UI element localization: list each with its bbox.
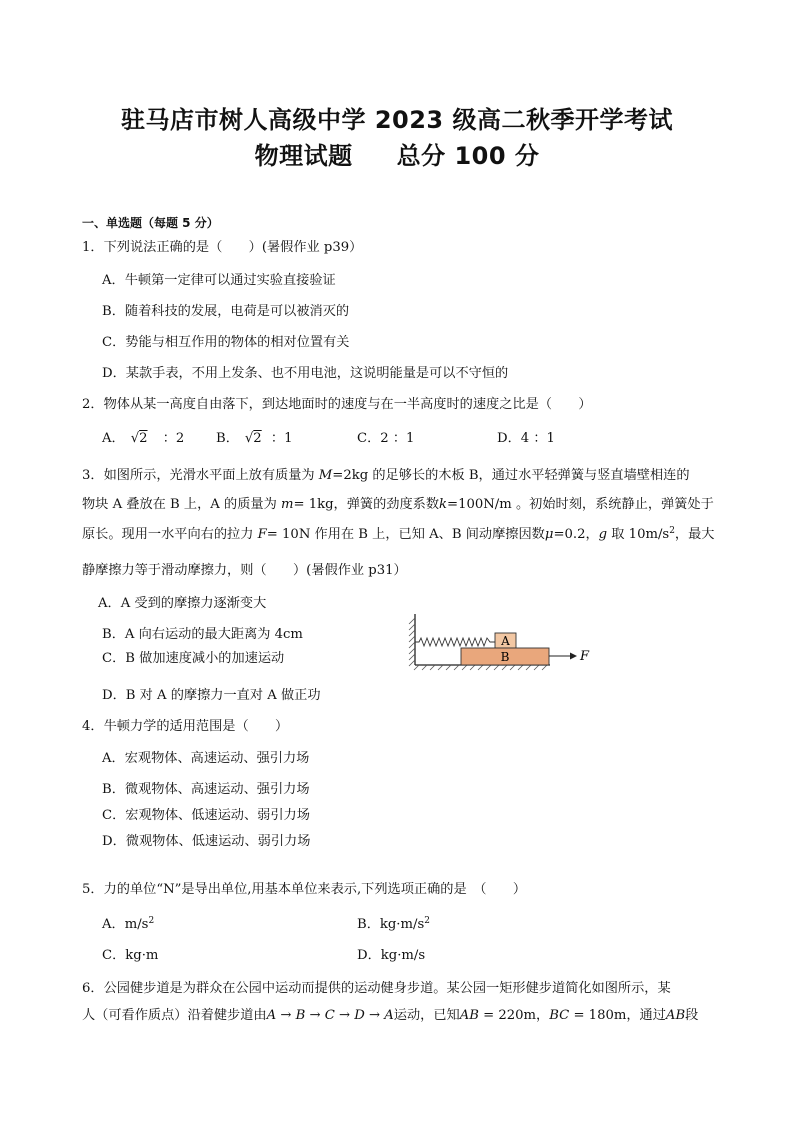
q2-option-d: D．4 ：1 [497, 431, 555, 446]
q1-stem: 1．下列说法正确的是（ ）(暑假作业 p39） [82, 240, 363, 255]
q2-option-b-label: B． [216, 431, 239, 446]
segment-ab: AB [665, 1008, 686, 1023]
superscript: 2 [424, 916, 430, 926]
text: = 180m，通过 [569, 1008, 666, 1023]
q2-option-a-label: A． [102, 431, 125, 446]
ground-hatch [414, 665, 547, 670]
text: A．m/s [102, 917, 149, 932]
text: 3．如图所示，光滑水平面上放有质量为 [82, 468, 319, 483]
subject-label: 物理试题 [254, 142, 353, 170]
path-expression: A → B → C → D → A [266, 1008, 394, 1023]
q5-option-a [102, 917, 154, 933]
q5-option-c: C．kg·m [102, 948, 159, 963]
q5-stem: 5．力的单位“N”是导出单位,用基本单位来表示,下列选项正确的是 （ ） [82, 882, 527, 897]
text: = 1kg，弹簧的劲度系数 [293, 497, 440, 512]
exam-title: 驻马店市树人高级中学 2023 级高二秋季开学考试 [120, 106, 673, 134]
q3-line-3 [82, 527, 714, 543]
sqrt-symbol: √2 [130, 431, 148, 446]
q3-option-a: A．A 受到的摩擦力逐渐变大 [98, 596, 267, 611]
superscript: 2 [148, 916, 155, 926]
wall-hatch [409, 618, 415, 666]
segment-ab: AB [459, 1008, 479, 1023]
var-f: F [257, 527, 267, 542]
text: = 220m， [478, 1008, 550, 1023]
q3-line-1 [82, 468, 690, 484]
text: 运动，已知 [393, 1008, 460, 1023]
q1-option-a: A．牛顿第一定律可以通过实验直接验证 [102, 273, 336, 288]
var-k: k [439, 497, 448, 512]
var-mu: μ [544, 527, 554, 542]
text: 段 [685, 1008, 699, 1023]
q4-stem: 4．牛顿力学的适用范围是（ ） [82, 719, 289, 734]
q5-option-b [357, 917, 430, 933]
q4-option-a: A．宏观物体、高速运动、强引力场 [102, 751, 310, 766]
q2-option-b [216, 431, 292, 447]
section-heading: 一、单选题（每题 5 分） [82, 216, 219, 230]
q1-option-d: D．某款手表，不用上发条、也不用电池，这说明能量是可以不守恒的 [102, 366, 509, 381]
text: =100N/m 。初始时刻，系统静止，弹簧处于 [447, 497, 714, 512]
sqrt-symbol: √2 [244, 431, 262, 446]
sqrt-content: 2 [253, 431, 262, 446]
text: = 10N 作用在 B 上，已知 A、B 间动摩擦因数 [266, 527, 545, 542]
q4-option-b: B．微观物体、高速运动、强引力场 [102, 782, 310, 797]
text: 取 10m/s [607, 527, 670, 542]
force-label: F [580, 649, 590, 664]
q4-option-d: D．微观物体、低速运动、弱引力场 [102, 834, 311, 849]
var-g: g [598, 527, 608, 542]
spring-block-figure [405, 612, 605, 672]
total-score: 总分 100 分 [396, 142, 540, 170]
q3-option-b: B．A 向右运动的最大距离为 4cm [102, 627, 303, 642]
q3-line-4: 静摩擦力等于滑动摩擦力，则（ ）(暑假作业 p31） [82, 563, 407, 578]
board-b-label: B [500, 650, 510, 664]
q6-line-1: 6．公园健步道是为群众在公园中运动而提供的运动健身步道。某公园一矩形健步道简化如图所示，某 [82, 981, 671, 996]
text: =0.2， [553, 527, 599, 542]
text: ，最大 [674, 527, 715, 542]
q1-option-c: C．势能与相互作用的物体的相对位置有关 [102, 335, 350, 350]
q2-option-a [102, 431, 184, 447]
q2-option-c: C．2 ：1 [357, 431, 415, 446]
block-a-label: A [501, 634, 510, 648]
sqrt-content: 2 [139, 431, 148, 446]
force-arrowhead [570, 653, 577, 660]
segment-bc: BC [549, 1008, 570, 1023]
q5-option-d: D．kg·m/s [357, 948, 426, 963]
q1-option-b: B．随着科技的发展，电荷是可以被消灭的 [102, 304, 350, 319]
var-m-big: M [318, 468, 333, 483]
q3-line-2 [82, 497, 714, 513]
superscript: 2 [669, 526, 675, 536]
spring [415, 638, 495, 646]
q3-option-d: D．B 对 A 的摩擦力一直对 A 做正功 [102, 688, 321, 703]
var-m: m [280, 497, 294, 512]
q2-stem: 2．物体从某一高度自由落下，到达地面时的速度与在一半高度时的速度之比是（ ） [82, 397, 592, 412]
text: 人（可看作质点）沿着健步道由 [82, 1008, 267, 1023]
q6-line-2 [82, 1008, 698, 1024]
q2-option-b-suffix: ：1 [270, 431, 293, 446]
q2-option-a-suffix: ：2 [162, 431, 185, 446]
exam-subtitle [0, 136, 794, 171]
text: =2kg 的足够长的木板 B，通过水平轻弹簧与竖直墙壁相连的 [332, 468, 690, 483]
q3-option-c: C．B 做加速度减小的加速运动 [102, 651, 285, 666]
q4-option-c: C．宏观物体、低速运动、弱引力场 [102, 808, 310, 823]
text: B．kg·m/s [357, 917, 425, 932]
text: 物块 A 叠放在 B 上，A 的质量为 [82, 497, 281, 512]
text: 原长。现用一水平向右的拉力 [82, 527, 258, 542]
